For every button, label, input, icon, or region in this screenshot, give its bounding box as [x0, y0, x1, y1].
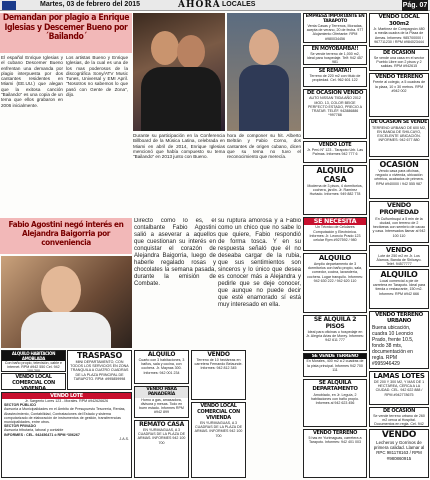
- ad-alquilo-departamento: ALQUILO Amplio departamento de 3 dormitorios con baño propio, sala, comedor, cocina, lavandería, cochera. Lugar tranquilo. Informes: 942 630 222 / 942 620 110: [303, 253, 367, 313]
- ad-vendo-lecheros: VENDO Lecheros y Gorrinos de primera calidad. Llamar al RPC 981178163 / RPM #980860915: [369, 429, 429, 478]
- ad-traspaso: TRASPASO MINI DEPARTAMENTO, CON TODOS LOS SERVICIOS EN ZONA TRANQUILA A CUATRO CUADRAS DE LA PLAZA PRINCIPAL DE TARAPOTO. RPM: #995859998: [67, 350, 132, 390]
- iglesias-photo: [133, 13, 225, 131]
- ad-se-alquila-2-pisos: SE ALQUILA 2 PISOS Ideal para oficinas u hospedaje en Jr. Alegría Arias de Morey. Informes: 942 611 777: [303, 315, 367, 351]
- story1-column-b: Los artistas Bueno y Enrique Iglesias, de la cual es una de los mas poderosos de la discográfica Sony/ATV Music Tunes, Universal y EMI April. "Nosotros no sabemos lo que pasó con Gente de Zona", dijo.: [66, 55, 128, 98]
- ad-vendo-terreno-urbano: VENDO TERRENO URBANO Buena ubicación, cuadra 10 Leoncio Prado, frente 10.5, fondo 38 mts, documentación en regla. RPM #995946429: [369, 311, 429, 369]
- ad-se-vende-terreno: SE VENDE TERRENO En Morales, 400 m2 a 2 cuadras de la pista principal. Informes 942 700 111: [303, 353, 367, 377]
- ad-vendo-lote: VENDO LOCAL COMERCIAL CON VIVIENDA: [1, 373, 66, 390]
- ad-vendo-propiedad: VENDO PROPIEDAD En Cuñumbuqui a 5 min de la ciudad, con terreno de 2 hectáreas con sembrío de cacao y casa. Interesados llamar al 942 100 110: [369, 201, 429, 243]
- ad-habitacion: ALQUILO HABITACIÓN AMOBLADA Con baño propio, televisión, cable e internet. RPM #942 550 Cel. 942 100 200: [1, 350, 66, 372]
- ad-en-moyobamba: EN MOYOBAMBA!! Se vende terreno de 1,000 m2, ideal para hospedaje. Telf: 942 457 981: [303, 45, 367, 65]
- ad-ocasion-se-vende: DE OCASIÓN SE VENDE TERRENO URBANO DE 600 M2, EN BANDA DE SHILCAYO, EXCELENTE UBICACIÓN. INFORMES: 942 677 880: [369, 119, 429, 157]
- page-number: Pág. 07: [402, 2, 428, 9]
- ad-se-remata: SE REMATA!! Terreno de 220 m2 con título de propiedad. Cel. 962 601 122: [303, 67, 367, 87]
- ad-de-ocasion-terreno: DE OCASIÓN Se vende terreno urbano de 260 m2 cerca al Hospital. Documentos en regla. Cel. 942: [369, 407, 429, 427]
- ad-asesoria: VENDO LOTE Jr. Sargento Lores 123 - Morales. RPM #942626626 SECTOR PÚBLICO Asesoría a Municipalidades en el Ámbito de Presupuesto Tesorería, Rentas, Abastecimiento, Contabilidad, Contrataciones del Estado y sistema computarizado de elaboración de instrumentos de gestión, transferencias municipalidades, entre otros. SECTOR PRIVADO Asesoría tributaria, laboral y contable INFORMES : CEL. 942456471 ó RPM *306267 J.A.S.: [1, 392, 132, 478]
- newspaper-logo: [2, 1, 16, 10]
- ad-se-necesita: SE NECESITA Un Técnico de Celulares Computación y Electrónica. Informes: Jr. Leoncio Prado 123 celular Rpm #927592 / 980: [303, 217, 367, 251]
- story2-column-a: Directo como lo es, el contalbante Fabio Agostini salió a aseverar a aquellos que cuestionan su interés en conquistar el corazón de Alejandra Baigorria, luego de haberle regalado rosas y chocolates la semana pasada, durante la emisión de Combate.: [134, 218, 216, 287]
- ad-lamas-lotes: LAMAS LOTES DE 200 Y 300 M2, Y MAS DE 1 HECTÁREA, CERCA A LA CIUDAD. CEL. 942 622 888 / RPM #942778675: [369, 371, 429, 405]
- section-name: LOCALES: [222, 1, 256, 8]
- ad-vendo-terreno-yurimaguas: VENDO TERRENO 5 has en Yurimaguas, carretera a Tarapoto. Informes: 942 401 003: [303, 429, 367, 478]
- ad-de-ocasion-casa: DE OCASIÓN Se vende una casa en el sector Pueblo Libre con 2 pisos y 2 salidas. RPM #942615: [369, 49, 429, 71]
- ad-vendo-terreno-frente: VENDO TERRENO Frente al colegio, a 5 cuadras de la plaza, 10 x 30 metros. RPM #942 002: [369, 73, 429, 117]
- ad-alquilo-casa: ALQUILO CASA Moderna de 3 pisos, 4 dormitorios, cochera, jardín. Jr. Ramírez Hurtado. Informes: 949 882 778: [303, 165, 367, 215]
- story2-headline: Fabio Agostini negó interés en Alejandra Baigorria por conveniencia: [0, 218, 132, 254]
- agostini-photo: [1, 256, 132, 348]
- edition-date: Martes, 03 de febrero del 2015: [40, 1, 140, 8]
- story1-headline: Demandan por plagio a Enrique Iglesias y Descemer Bueno por ´Bailando´: [0, 13, 132, 53]
- page-header: [0, 0, 430, 11]
- ad-empresa-importante: EMPRESA IMPORTANTE EN TARAPOTO Venta Casas y Terrenos, Moradas, acepta de verano, 20 de fecha. 977 Alojamiento Ofertante: RPM #980034456: [303, 13, 367, 43]
- ad-ocasion-auto: DE OCASIÓN VENDO AUTO NISSAN TIIDA AÑO 2012 MOD. 13, COLOR BEIGE PERFECTO ESTADO, PRECIO A TRATAR. TELÉF. 942886886 *997788: [303, 89, 367, 139]
- ad-vendo-lote-peru: VENDO LOTE Jr. Perú N° 123 - Tarapoto Urb. Las Palmas. Informes 942 777 6: [303, 141, 367, 163]
- brand-name: AHORA: [178, 0, 221, 10]
- ad-ocasion-oficinas: OCASIÓN Vendo casa para oficinas, negocio o vivienda, ubicación céntrica, acabados de primera. RPM #940000 / 942 555 987: [369, 159, 429, 199]
- story1-column-c: Durante su participación en la Conferencia Billboard de la Música Latina, celebrada en Miami en abril de 2014, Enrique Iglesias mencionó que había compuesto su tema "Bailando" en 2013 junto con Bueno.: [133, 133, 225, 160]
- ad-remato-casa: REMATO CASA EN YURIMAGUAS, A 3 CUADRAS DE LA PLAZA DE ARMAS. INFORMES 942 100 700: [134, 420, 189, 478]
- story1-column-d: hora de componer su hit. Alberto Beltrán y Fabio Corno, dos cantantes de origen cubano, dicen que su tema no tuvo el reconocimiento que merecía.: [227, 133, 301, 160]
- story1-column-a: El español Enrique Iglesias y el cubano Descemer Bueno enfrentan una demanda por plagio interpuesta por dos cantantes residentes en Miami (EE.UU.) que alegan que la exitosa canción "Bailando" es una copia de un tema que ellos grabaron en 2006 inicialmente.: [1, 55, 63, 108]
- ad-panaderia: VENDO PARA PANADERÍA Horno a gas, amasadora, divisora y mesas. Todo en buen estado. Informes RPM #942 899: [134, 386, 189, 418]
- ad-alquilo-cuarto: ALQUILO Cuarto con 3 habitaciones, 3 baños, sala y cocina, con cochera. Jr. Maynas 300. Informes: 942 001 234: [134, 350, 189, 384]
- ad-alquilo-local: ALQUILO Local comercial a pie de carretera en Tarapoto. Ideal para tienda o restaurante, 150 m2. Informes: RPM #942 666: [369, 269, 429, 309]
- ad-local-comercial: VENDO LOCAL COMERCIAL CON VIVIENDA EN YURIMAGUAS, A 3 CUADRAS DE LA PLAZA DE ARMAS. INFORMES 942 100 700: [191, 402, 246, 478]
- story2-column-b: su ruptura amorosa y a Fabio como un chico que no sabe lo que quiere, Fabio respondió de forma tosca. Y en su respuesta señaló que él no deseaba cargar de la rubia, que sus sentimientos son sinceros y lo único que desea es conocer más a Alejandra y pedirle que se deje conocer, que aunque no puede decir que esté enamorado sí está muy interesado en ella.: [218, 218, 301, 308]
- ad-vendo-local-300: VENDO LOCAL 300m2 Jr. Martínez de Compagnón 480 a media cuadra de la Plaza de Armas. Informes: 985700000 / 967711230 / RPM #984023444: [369, 13, 429, 47]
- ad-vendo-terreno-10ha: VENDO Terreno de 10 hectáreas en carretera Fernando Belaunde. Informes: 942 812 345: [191, 350, 246, 400]
- ad-se-alquila-departamento: SE ALQUILA DEPARTAMENTO Amoblado, en Jr. Leguía, 2 habitaciones con baño propio. Informes al 942 623 456: [303, 379, 367, 427]
- singer-photo: [227, 13, 301, 131]
- ad-vendo-lote-alamos: VENDO Lote de 250 m2 en Jr. Los Álamos, Banda de Shilcayo. Teléf. 94577777: [369, 245, 429, 267]
